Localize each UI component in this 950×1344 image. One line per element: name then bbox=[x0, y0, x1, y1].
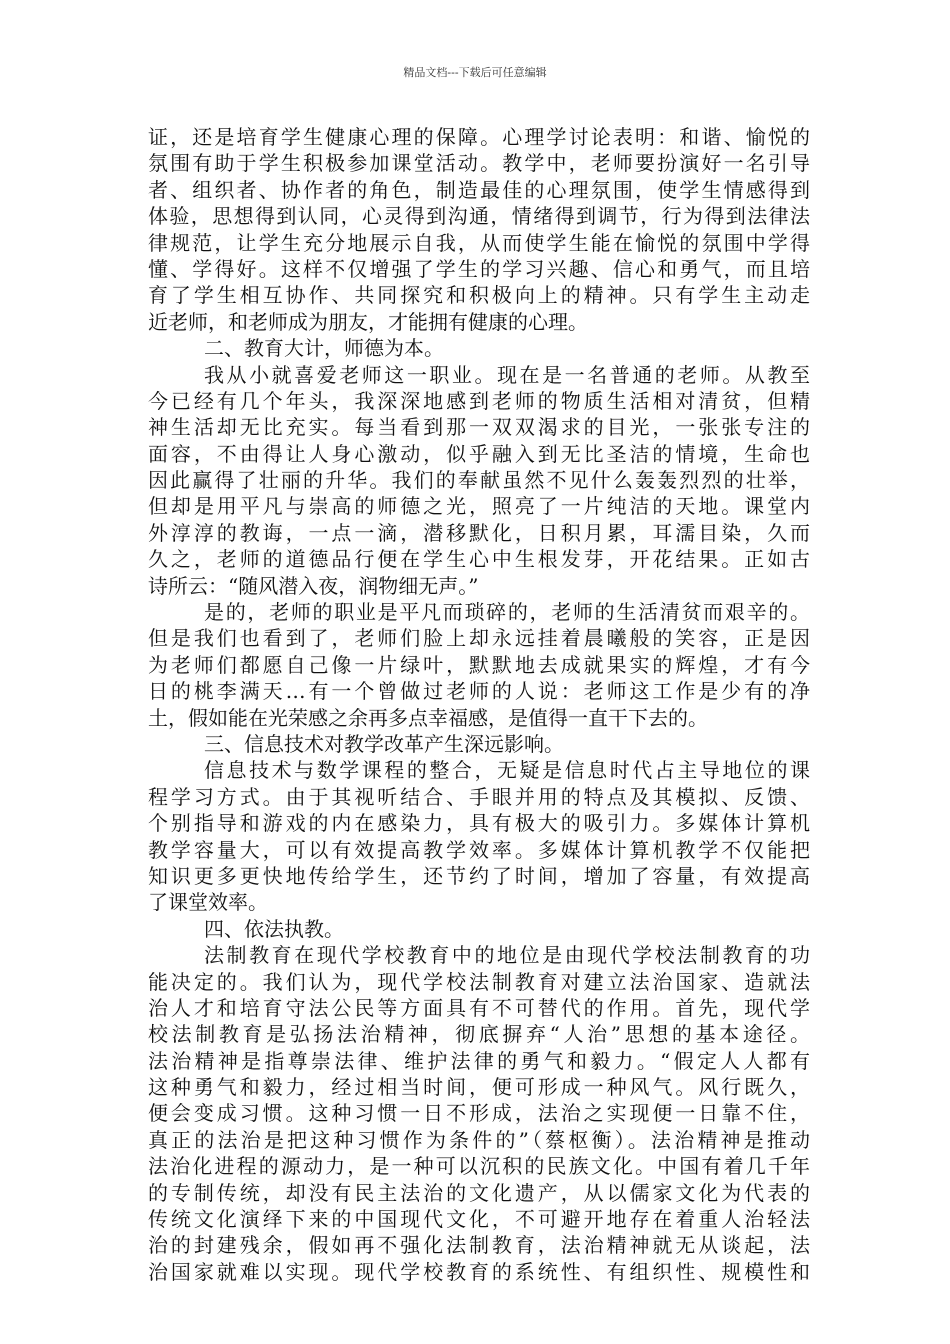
text-line: 外淳淳的教诲，一点一滴，潜移默化，日积月累，耳濡目染，久而 bbox=[148, 520, 810, 545]
text-line: 但却是用平凡与崇高的师德之光，照亮了一片纯洁的天地。课堂内 bbox=[148, 494, 810, 519]
text-line: 教学容量大，可以有效提高教学效率。多媒体计算机教学不仅能把 bbox=[148, 837, 810, 862]
text-line: 校法制教育是弘扬法治精神，彻底摒弃“人治”思想的基本途径。 bbox=[148, 1022, 810, 1047]
text-line: 治的封建残余，假如再不强化法制教育，法治精神就无从谈起，法 bbox=[148, 1233, 810, 1258]
text-line: 律规范，让学生充分地展示自我，从而使学生能在愉悦的氛围中学得 bbox=[148, 230, 810, 255]
text-line: 法治精神是指尊崇法律、维护法律的勇气和毅力。“假定人人都有 bbox=[148, 1048, 810, 1073]
text-line: 二、教育大计，师德为本。 bbox=[204, 336, 444, 361]
text-line: 体验，思想得到认同，心灵得到沟通，情绪得到调节，行为得到法律法 bbox=[148, 204, 810, 229]
text-line: 便会变成习惯。这种习惯一日不形成，法治之实现便一日靠不住， bbox=[148, 1101, 810, 1126]
text-line: 久之，老师的道德品行便在学生心中生根发芽，开花结果。正如古 bbox=[148, 547, 810, 572]
text-line: 面容，不由得让人身心激动，似乎融入到无比圣洁的情境，生命也 bbox=[148, 441, 810, 466]
text-line: 能决定的。我们认为，现代学校法制教育对建立法治国家、造就法 bbox=[148, 969, 810, 994]
text-line: 治人才和培育守法公民等方面具有不可替代的作用。首先，现代学 bbox=[148, 995, 810, 1020]
text-line: 土，假如能在光荣感之余再多点幸福感，是值得一直干下去的。 bbox=[148, 705, 708, 730]
text-line: 氛围有助于学生积极参加课堂活动。教学中，老师要扮演好一名引导 bbox=[148, 151, 810, 176]
text-line: 的专制传统，却没有民主法治的文化遗产，从以儒家文化为代表的 bbox=[148, 1180, 810, 1205]
text-line: 这种勇气和毅力，经过相当时间，便可形成一种风气。风行既久， bbox=[148, 1075, 810, 1100]
text-line: 证，还是培育学生健康心理的保障。心理学讨论表明：和谐、愉悦的 bbox=[148, 125, 810, 149]
text-line: 为老师们都愿自己像一片绿叶，默默地去成就果实的辉煌，才有今 bbox=[148, 652, 810, 677]
text-line: 真正的法治是把这种习惯作为条件的”（蔡枢衡）。法治精神是推动 bbox=[148, 1127, 810, 1152]
body-text bbox=[148, 124, 810, 1285]
text-line: 知识更多更快地传给学生，还节约了时间，增加了容量，有效提高 bbox=[148, 863, 810, 888]
text-line: 懂、学得好。这样不仅增强了学生的学习兴趣、信心和勇气，而且培 bbox=[148, 256, 810, 281]
text-line: 是的，老师的职业是平凡而琐碎的，老师的生活清贫而艰辛的。 bbox=[204, 600, 810, 625]
text-line: 治国家就难以实现。现代学校教育的系统性、有组织性、规模性和 bbox=[148, 1259, 810, 1284]
text-line: 程学习方式。由于其视听结合、手眼并用的特点及其模拟、反馈、 bbox=[148, 784, 810, 809]
text-line: 法治化进程的源动力，是一种可以沉积的民族文化。中国有着几千年 bbox=[148, 1154, 810, 1179]
text-line: 今已经有几个年头，我深深地感到老师的物质生活相对清贫，但精 bbox=[148, 388, 810, 413]
text-line: 但是我们也看到了，老师们脸上却永远挂着晨曦般的笑容，正是因 bbox=[148, 626, 810, 651]
text-line: 诗所云：“随风潜入夜，润物细无声。” bbox=[148, 573, 479, 598]
text-line: 个别指导和游戏的内在感染力，具有极大的吸引力。多媒体计算机 bbox=[148, 811, 810, 836]
text-line: 法制教育在现代学校教育中的地位是由现代学校法制教育的功 bbox=[204, 943, 810, 968]
text-line: 传统文化演绎下来的中国现代文化，不可避开地存在着重人治轻法 bbox=[148, 1207, 810, 1232]
text-line: 了课堂效率。 bbox=[148, 890, 268, 915]
text-line: 信息技术与数学课程的整合，无疑是信息时代占主导地位的课 bbox=[204, 758, 810, 783]
page-header: 精品文档---下载后可任意编辑 bbox=[403, 66, 547, 79]
text-line: 四、依法执教。 bbox=[204, 916, 344, 941]
text-line: 三、信息技术对教学改革产生深远影响。 bbox=[204, 731, 564, 756]
text-line: 日的桃李满天…有一个曾做过老师的人说：老师这工作是少有的净 bbox=[148, 679, 810, 704]
text-line: 因此赢得了壮丽的升华。我们的奉献虽然不见什么轰轰烈烈的壮举， bbox=[148, 468, 810, 493]
text-line: 育了学生相互协作、共同探究和积极向上的精神。只有学生主动走 bbox=[148, 283, 810, 308]
text-line: 近老师，和老师成为朋友，才能拥有健康的心理。 bbox=[148, 309, 588, 334]
text-line: 神生活却无比充实。每当看到那一双双渴求的目光，一张张专注的 bbox=[148, 415, 810, 440]
text-line: 者、组织者、协作者的角色，制造最佳的心理氛围，使学生情感得到 bbox=[148, 177, 810, 202]
text-line: 我从小就喜爱老师这一职业。现在是一名普通的老师。从教至 bbox=[204, 362, 810, 387]
